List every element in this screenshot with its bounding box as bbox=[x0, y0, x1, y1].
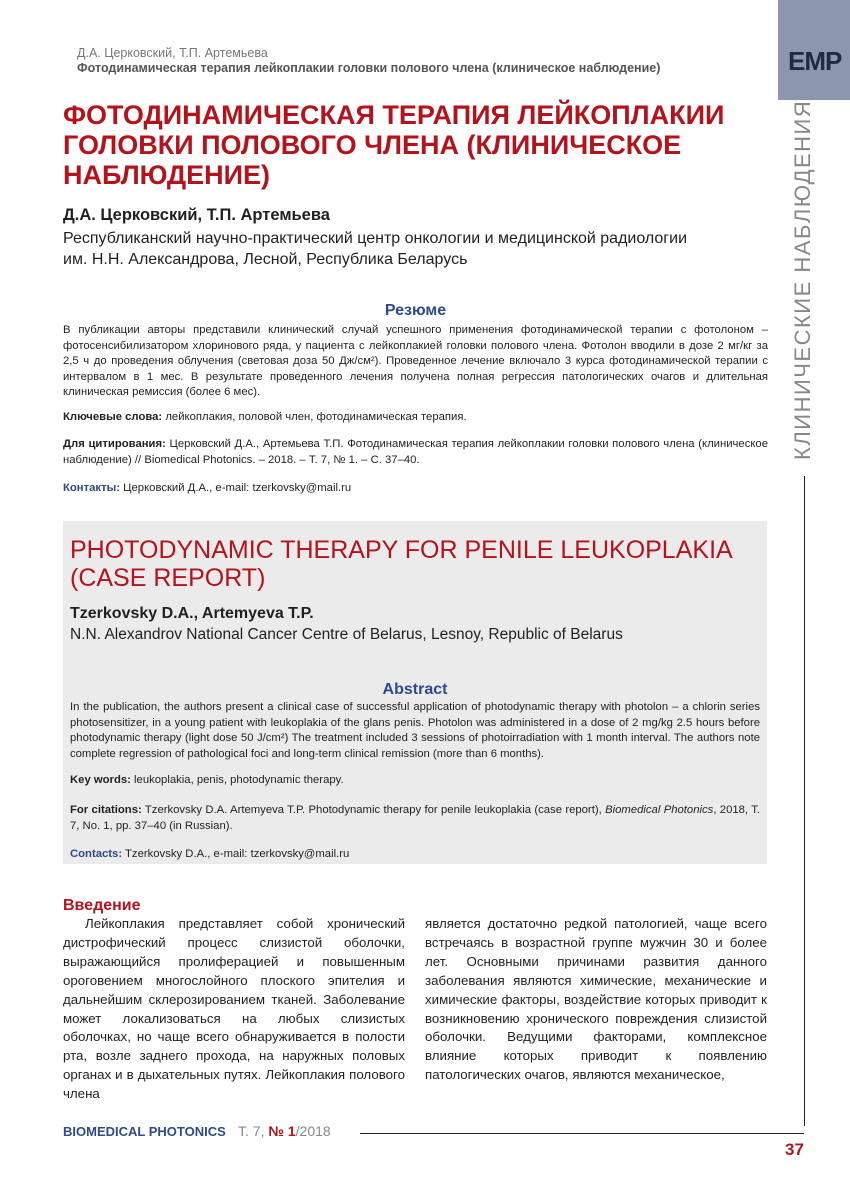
citation-journal-en: Biomedical Photonics bbox=[605, 804, 714, 816]
running-header-authors: Д.А. Церковский, Т.П. Артемьева bbox=[77, 46, 268, 60]
running-header-title: Фотодинамическая терапия лейкоплакии головки полового члена (клиническое наблюдение) bbox=[77, 61, 661, 75]
keywords-ru bbox=[63, 410, 768, 426]
contacts-label-en: Contacts: bbox=[70, 848, 123, 860]
footer-rule bbox=[360, 1133, 804, 1134]
footer-journal-name: BIOMEDICAL PHOTONICS bbox=[63, 1124, 226, 1139]
intro-left-column: Лейкоплакия представляет собой хронический дистрофический процесс слизистой оболочки, выражающийся пролиферацией и повышенным ороговением многослойного плоского эпителия и дальнейшим склерозированием тканей. Заболевание может локализоваться на любых слизистых оболочках, но чаще всего обнаруживается в полости рта, возле заднего прохода, на наружных половых органах и в дыхательных путях. Лейкоплакия полового члена bbox=[63, 916, 405, 1102]
side-divider bbox=[804, 476, 805, 1126]
abstract-heading-en: Abstract bbox=[382, 681, 448, 698]
article-title-ru: ФОТОДИНАМИЧЕСКАЯ ТЕРАПИЯ ЛЕЙКОПЛАКИИ ГОЛОВКИ ПОЛОВОГО ЧЛЕНА (КЛИНИЧЕСКОЕ НАБЛЮДЕНИЕ) bbox=[63, 100, 725, 190]
affiliation-ru bbox=[63, 228, 763, 270]
keywords-text-ru: лейкоплакия, половой член, фотодинамическая терапия. bbox=[162, 411, 467, 423]
affiliation-en: N.N. Alexandrov National Cancer Centre of Belarus, Lesnoy, Republic of Belarus bbox=[70, 626, 623, 643]
abstract-heading-ru: Резюме bbox=[384, 302, 447, 319]
affiliation-ru-line1: Республиканский научно-практический центр онкологии и медицинской радиологии bbox=[63, 230, 688, 247]
citation-ru bbox=[63, 437, 768, 468]
keywords-label-en: Key words: bbox=[70, 774, 131, 786]
intro-heading: Введение bbox=[63, 897, 141, 914]
intro-right-column: является достаточно редкой патологией, чаще всего встречаясь в возрастной группе мужчин 30 и более лет. Основными причинами развития данного заболевания являются химические, механические и химические факторы, воздействие которых приводит к возникновению хронического повреждения слизистой оболочки. Ведущими факторами, комплексное влияние которых приводит к появлению патологических очагов, являются механическое, bbox=[425, 916, 767, 1083]
contacts-en bbox=[70, 847, 760, 863]
footer-vol-text: Т. 7, bbox=[238, 1123, 269, 1139]
page-number: 37 bbox=[785, 1140, 804, 1159]
journal-logo bbox=[778, 0, 850, 100]
footer-issue: № 1 bbox=[268, 1123, 296, 1139]
keywords-label-ru: Ключевые слова: bbox=[63, 411, 163, 423]
abstract-en: In the publication, the authors present a clinical case of successful application of photodynamic therapy with photolon – a chlorin series photosensitizer, in a young patient with leukoplakia of the glans penis. Photolon was administered in a dose of 2 mg/kg 2.5 hours before photodynamic therapy (light dose 50 J/cm²) The treatment included 3 sessions of photoirradiation with 1 month interval. The authors note complete regression of pathological foci and long-term clinical remission (more than 6 months). bbox=[70, 701, 760, 760]
footer-volume bbox=[238, 1123, 331, 1139]
contacts-text-en: Tzerkovsky D.A., e-mail: tzerkovsky@mail.ru bbox=[122, 848, 350, 860]
contacts-ru bbox=[63, 481, 768, 497]
contacts-text-ru: Церковский Д.А., e-mail: tzerkovsky@mail.ru bbox=[120, 482, 352, 494]
article-title-en: PHOTODYNAMIC THERAPY FOR PENILE LEUKOPLAKIA (CASE REPORT) bbox=[70, 536, 732, 592]
logo-text: ЕМР bbox=[788, 46, 842, 76]
citation-label-en: For citations: bbox=[70, 804, 142, 816]
authors-ru: Д.А. Церковский, Т.П. Артемьева bbox=[63, 206, 330, 224]
section-side-label: КЛИНИЧЕСКИЕ НАБЛЮДЕНИЯ bbox=[790, 99, 815, 460]
contacts-label-ru: Контакты: bbox=[63, 482, 121, 494]
citation-en bbox=[70, 803, 760, 834]
footer-year: /2018 bbox=[295, 1123, 331, 1139]
authors-en: Tzerkovsky D.A., Artemyeva T.P. bbox=[70, 605, 314, 622]
citation-text-en: Tzerkovsky D.A. Artemyeva T.P. Photodynamic therapy for penile leukoplakia (case report), bbox=[141, 804, 606, 816]
citation-label-ru: Для цитирования: bbox=[63, 438, 166, 450]
citation-text-ru: Церковский Д.А., Артемьева Т.П. Фотодинамическая терапия лейкоплакии головки полового члена (клиническое наблюдение) // Biomedical Photonics. – 2018. – Т. 7, № 1. – С. 37–40. bbox=[63, 438, 768, 466]
affiliation-ru-line2: им. Н.Н. Александрова, Лесной, Республика Беларусь bbox=[63, 251, 468, 268]
citation-tail-en: , 2018, T. 7, No. 1, pp. 37–40 (in Russian). bbox=[70, 804, 760, 832]
abstract-ru: В публикации авторы представили клинический случай успешного применения фотодинамической терапии с фотолоном – фотосенсибилизатором хлоринового ряда, у пациента с лейкоплакией головки полового члена. Фотолон вводили в дозе 2 мг/кг за 2,5 ч до проведения облучения (световая доза 50 Дж/см²). Проведенное лечение включало 3 курса фотодинамической терапии с интервалом в 1 мес. В результате проведенного лечения получена полная регрессия патологических очагов и длительная клиническая ремиссия (более 6 мес). bbox=[63, 324, 768, 399]
keywords-en bbox=[70, 773, 760, 789]
keywords-text-en: leukoplakia, penis, photodynamic therapy. bbox=[130, 774, 344, 786]
